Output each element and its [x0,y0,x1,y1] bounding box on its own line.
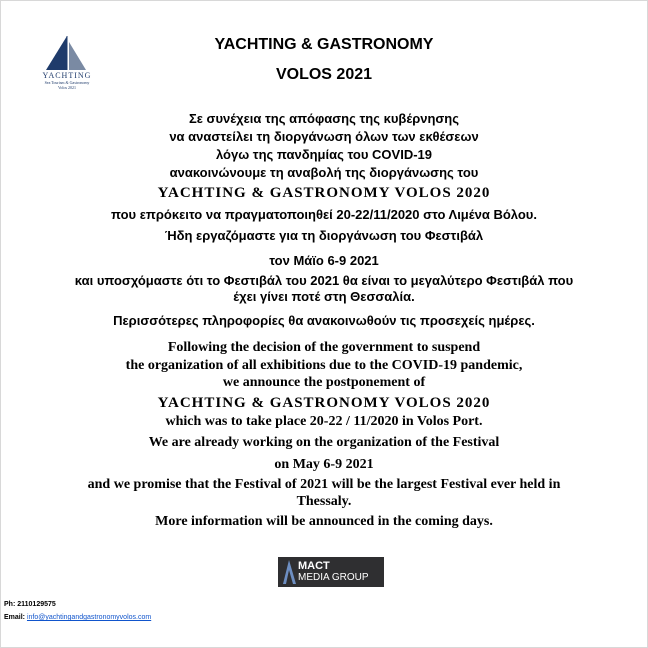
mact-media-group-logo [278,557,384,587]
mact-emblem-icon [283,560,296,584]
english-line-1: Following the decision of the government to suspend [167,340,481,355]
email-link[interactable]: info@yachtingandgastronomyvolos.com [26,614,152,621]
phone-label: Ph: [4,601,16,608]
english-line-10: More information will be announced in the coming days. [155,514,493,529]
logo-city: Volos 2021 [57,85,77,90]
sponsor-group: MEDIA GROUP [298,572,369,583]
email-label: Email: [4,614,26,621]
greek-line-3: λόγω της πανδημίας του COVID-19 [215,147,433,162]
greek-line-9: και υποσχόμαστε ότι το Φεστιβάλ του 2021 θα είναι το μεγαλύτερο Φεστιβάλ που [74,273,574,288]
greek-line-6: που επρόκειτο να πραγματοποιηθεί 20-22/11/2020 στο Λιμένα Βόλου. [111,207,537,222]
english-line-3: we announce the postponement of [222,375,426,390]
page-title: YACHTING & GASTRONOMY [214,36,434,53]
greek-line-4: ανακοινώνουμε τη αναβολή της διοργάνωσης του [169,165,479,180]
greek-line-7: Ήδη εργαζόμαστε για τη διοργάνωση του Φεστιβάλ [164,228,484,243]
logo-brand: YACHTING [42,71,92,80]
english-line-8: and we promise that the Festival of 2021 will be the largest Festival ever held in [87,477,561,492]
english-event-name: YACHTING & GASTRONOMY VOLOS 2020 [157,395,491,411]
page-subtitle: VOLOS 2021 [275,66,373,83]
english-line-9: Thessaly. [296,494,352,509]
english-line-7: on May 6-9 2021 [274,457,374,472]
contact-email [4,614,151,621]
greek-event-name: YACHTING & GASTRONOMY VOLOS 2020 [157,185,491,201]
phone-number: 2110129575 [17,601,56,608]
greek-line-10: έχει γίνει ποτέ στη Θεσσαλία. [233,289,415,304]
greek-line-2: να αναστείλει τη διοργάνωση όλων των εκθέσεων [169,129,479,144]
greek-line-1: Σε συνέχεια της απόφασης της κυβέρνησης [188,111,460,126]
english-line-6: We are already working on the organization of the Festival [148,435,500,450]
english-line-5: which was to take place 20-22 / 11/2020 in Volos Port. [165,414,483,429]
greek-line-8: τον Μάϊο 6-9 2021 [269,253,379,268]
logo-tagline: Sea Tourism & Gastronomy [44,80,90,85]
english-line-2: the organization of all exhibitions due to the COVID-19 pandemic, [125,358,523,373]
greek-line-11: Περισσότερες πληροφορίες θα ανακοινωθούν τις προσεχείς ημέρες. [113,313,535,328]
contact-phone [4,601,56,608]
sponsor-name: MACT [298,560,330,572]
